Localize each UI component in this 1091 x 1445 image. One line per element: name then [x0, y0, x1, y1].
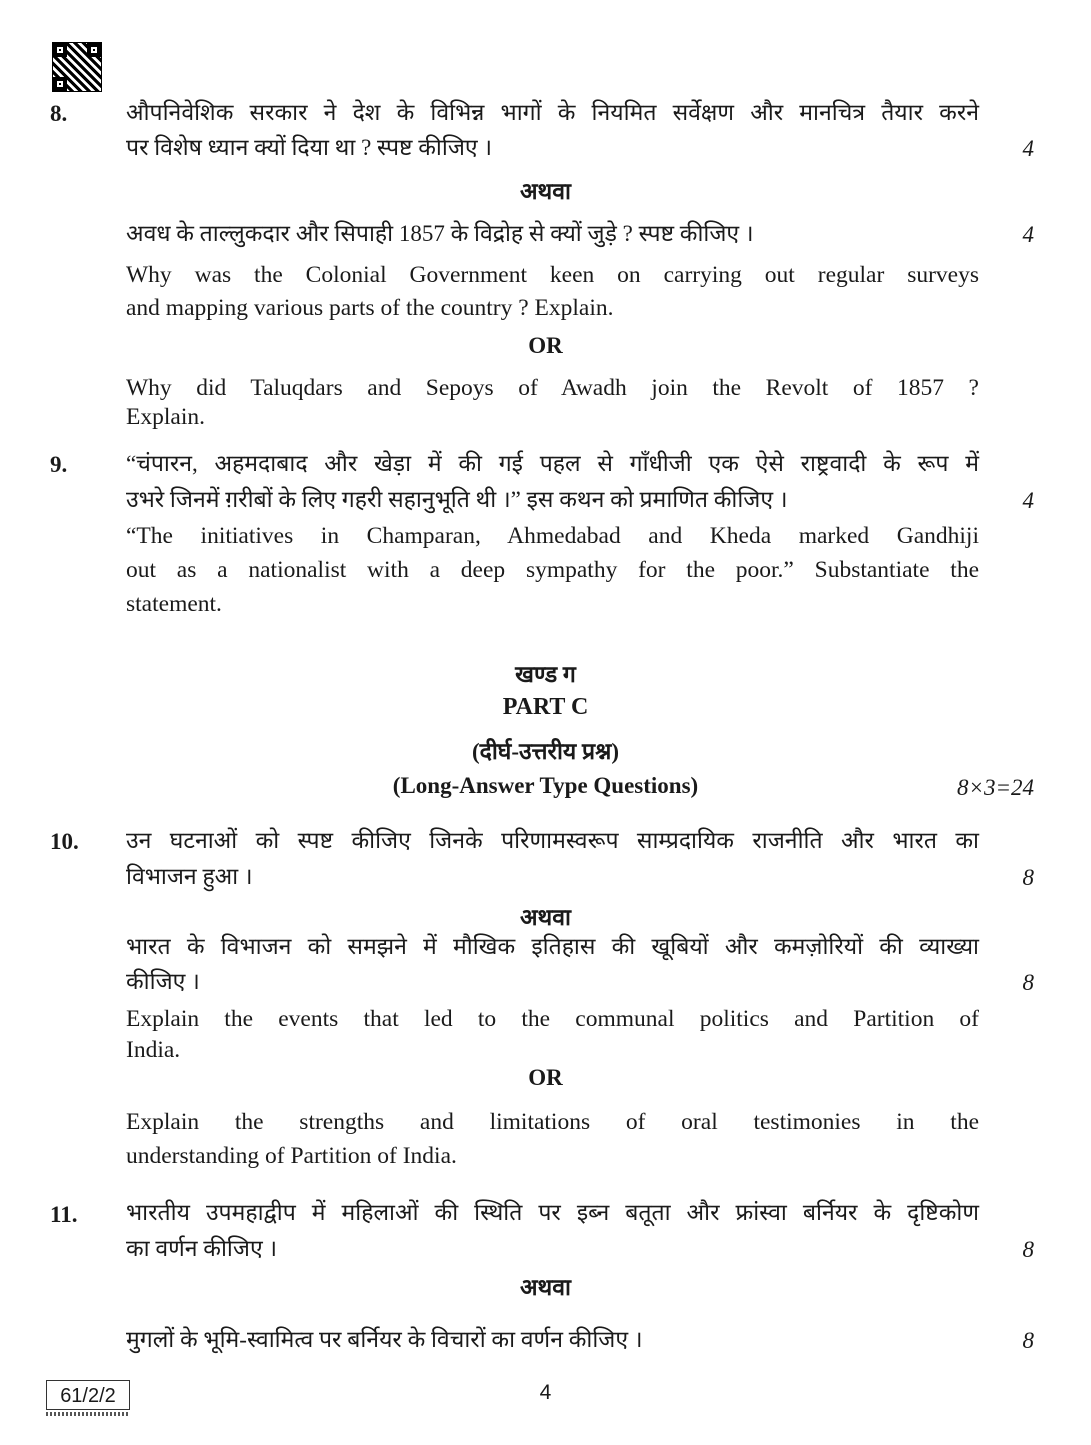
q8-english-alt-1: Why did Taluqdars and Sepoys of Awadh join the Revolt of 1857 ? — [126, 375, 979, 401]
q11-marks-b: 8 — [1022, 1328, 1034, 1353]
q9-hindi-line-2: उभरे जिनमें ग़रीबों के लिए गहरी सहानुभूति थी ।” इस कथन को प्रमाणित कीजिए । — [126, 487, 788, 512]
q8-hindi-line-2: पर विशेष ध्यान क्यों दिया था ? स्पष्ट कीजिए । — [126, 135, 493, 160]
q8-hindi-alt: अवध के ताल्लुकदार और सिपाही 1857 के विद्रोह से क्यों जुड़े ? स्पष्ट कीजिए । — [126, 221, 754, 246]
q11-marks-a: 8 — [1022, 1237, 1034, 1262]
section-hindi-title: खण्ड ग — [515, 662, 576, 687]
q8-hindi-line-1: औपनिवेशिक सरकार ने देश के विभिन्न भागों के नियमित सर्वेक्षण और मानचित्र तैयार करने — [126, 100, 979, 125]
paper-code-dotted-rule — [46, 1412, 130, 1416]
question-number-11: 11. — [50, 1202, 78, 1227]
q10-hindi-line-2: विभाजन हुआ । — [126, 864, 253, 889]
q10-english-alt-1: Explain the strengths and limitations of oral testimonies in the — [126, 1109, 979, 1135]
q10-english-alt-2: understanding of Partition of India. — [126, 1143, 457, 1169]
section-hindi-subtitle: (दीर्घ-उत्तरीय प्रश्न) — [471, 739, 620, 764]
q10-english-line-2: India. — [126, 1037, 181, 1063]
q10-english-line-1: Explain the events that led to the communal politics and Partition of — [126, 1006, 979, 1032]
page-number: 4 — [539, 1381, 552, 1404]
section-english-subtitle: (Long-Answer Type Questions) — [392, 773, 699, 798]
question-number-10: 10. — [50, 829, 79, 854]
q9-english-line-1: “The initiatives in Champaran, Ahmedabad and Kheda marked Gandhiji — [126, 523, 979, 549]
q8-english-line-2: and mapping various parts of the country ? Explain. — [126, 295, 614, 321]
paper-code-box: 61/2/2 — [46, 1380, 130, 1410]
q9-marks: 4 — [1022, 488, 1034, 513]
q8-english-line-1: Why was the Colonial Government keen on carrying out regular surveys — [126, 262, 979, 288]
q10-hindi-line-1: उन घटनाओं को स्पष्ट कीजिए जिनके परिणामस्वरूप साम्प्रदायिक राजनीति और भारत का — [126, 828, 979, 853]
q11-hindi-alt: मुगलों के भूमि-स्वामित्व पर बर्नियर के विचारों का वर्णन कीजिए । — [126, 1327, 643, 1352]
q8-marks-b: 4 — [1022, 222, 1034, 247]
section-marks: 8×3=24 — [956, 775, 1034, 800]
q8-or-english: OR — [528, 333, 563, 358]
q8-english-alt-2: Explain. — [126, 404, 205, 430]
question-number-9: 9. — [50, 452, 68, 477]
q9-english-line-3: statement. — [126, 591, 222, 617]
q8-marks-a: 4 — [1022, 136, 1034, 161]
qr-code — [52, 42, 102, 92]
section-english-title: PART C — [502, 694, 589, 720]
q8-or-hindi: अथवा — [519, 179, 571, 204]
q11-or-hindi: अथवा — [519, 1275, 571, 1300]
q10-marks-a: 8 — [1022, 865, 1034, 890]
q9-hindi-line-1: “चंपारन, अहमदाबाद और खेड़ा में की गई पहल से गाँधीजी एक ऐसे राष्ट्रवादी के रूप में — [126, 451, 979, 476]
question-number-8: 8. — [50, 101, 68, 126]
q10-or-english: OR — [528, 1065, 563, 1090]
q10-marks-b: 8 — [1022, 970, 1034, 995]
q9-english-line-2: out as a nationalist with a deep sympathy for the poor.” Substantiate the — [126, 557, 979, 583]
q10-or-hindi: अथवा — [519, 905, 571, 930]
q11-hindi-line-1: भारतीय उपमहाद्वीप में महिलाओं की स्थिति पर इब्न बतूता और फ्रांस्वा बर्नियर के दृष्टिकोण — [126, 1200, 979, 1225]
q10-hindi-alt-1: भारत के विभाजन को समझने में मौखिक इतिहास की खूबियों और कमज़ोरियों की व्याख्या — [126, 934, 979, 959]
q10-hindi-alt-2: कीजिए । — [126, 969, 200, 994]
q11-hindi-line-2: का वर्णन कीजिए । — [126, 1236, 278, 1261]
